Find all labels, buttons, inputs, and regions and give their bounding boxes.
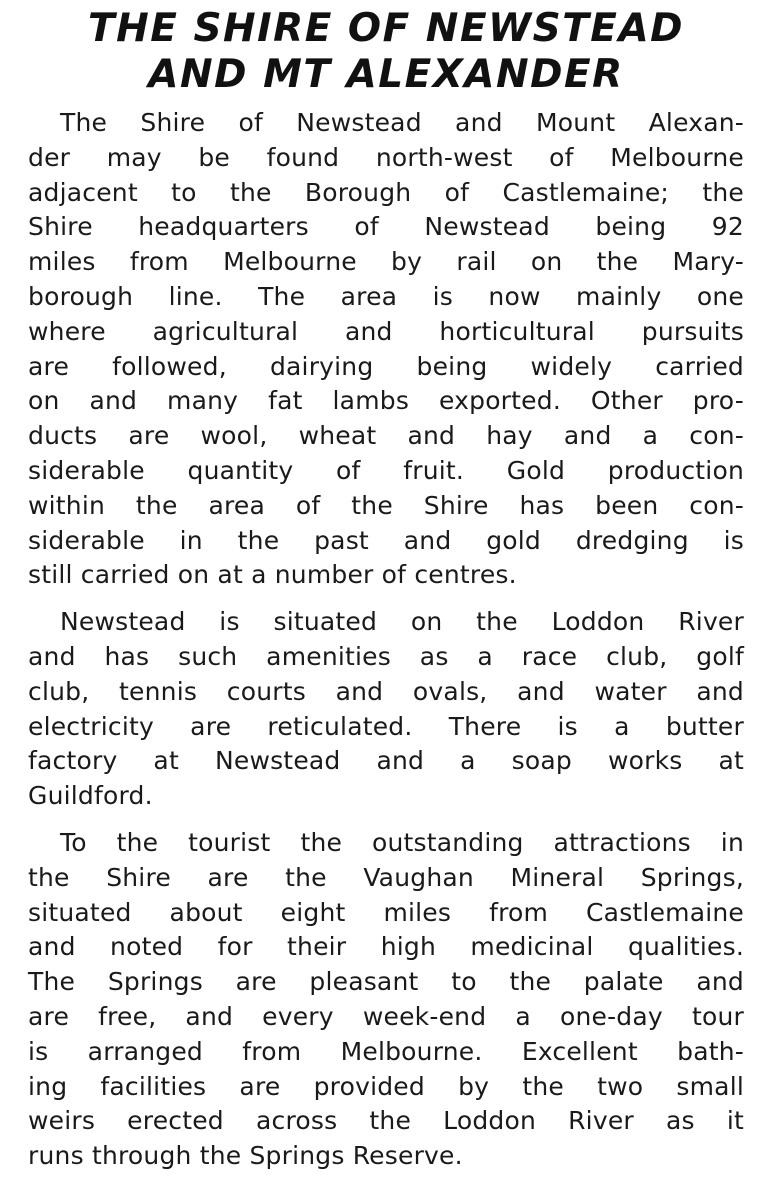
text-line: within the area of the Shire has been con- [28, 490, 744, 520]
text-line: siderable in the past and gold dredging is [28, 525, 744, 555]
text-line: the Shire are the Vaughan Mineral Springs, [28, 862, 744, 892]
text-line: factory at Newstead and a soap works at [28, 746, 744, 776]
text-line: still carried on at a number of centres. [28, 560, 517, 590]
text-line: Shire headquarters of Newstead being 92 [28, 212, 744, 242]
text-line: situated about eight miles from Castlemaine [28, 897, 744, 927]
title-line: AND MT ALEXANDER [148, 52, 624, 97]
title-line: THE SHIRE OF NEWSTEAD [87, 6, 684, 51]
text-line: is arranged from Melbourne. Excellent bath- [28, 1036, 744, 1066]
text-line: der may be found north-west of Melbourne [28, 142, 744, 172]
paragraph-tourist-attractions [28, 826, 744, 1174]
paragraph-shire-overview [28, 106, 744, 593]
article-title [28, 6, 744, 98]
paragraph-newstead-amenities [28, 605, 744, 814]
text-line: where agricultural and horticultural pursuits [28, 316, 744, 346]
text-line: and has such amenities as a race club, golf [28, 641, 744, 671]
text-line: Newstead is situated on the Loddon River [60, 607, 744, 637]
text-line: ducts are wool, wheat and hay and a con- [28, 421, 744, 451]
text-line: club, tennis courts and ovals, and water and [28, 676, 744, 706]
text-line: adjacent to the Borough of Castlemaine; the [28, 177, 744, 207]
text-line: runs through the Springs Reserve. [28, 1141, 463, 1171]
text-line: electricity are reticulated. There is a butter [28, 711, 744, 741]
text-line: on and many fat lambs exported. Other pro- [28, 386, 744, 416]
text-line: and noted for their high medicinal qualities. [28, 932, 744, 962]
text-line: The Shire of Newstead and Mount Alexan- [60, 108, 744, 137]
text-line: borough line. The area is now mainly one [28, 281, 744, 311]
text-line: To the tourist the outstanding attractions in [60, 827, 744, 857]
text-line: siderable quantity of fruit. Gold production [28, 455, 744, 485]
text-line: miles from Melbourne by rail on the Mary- [28, 247, 744, 277]
text-line: are followed, dairying being widely carried [28, 351, 744, 381]
text-line: weirs erected across the Loddon River as it [28, 1106, 744, 1136]
text-line: are free, and every week-end a one-day tour [28, 1001, 744, 1031]
text-line: Guildford. [28, 781, 153, 811]
text-line: ing facilities are provided by the two small [28, 1071, 744, 1101]
text-line: The Springs are pleasant to the palate and [28, 967, 744, 997]
